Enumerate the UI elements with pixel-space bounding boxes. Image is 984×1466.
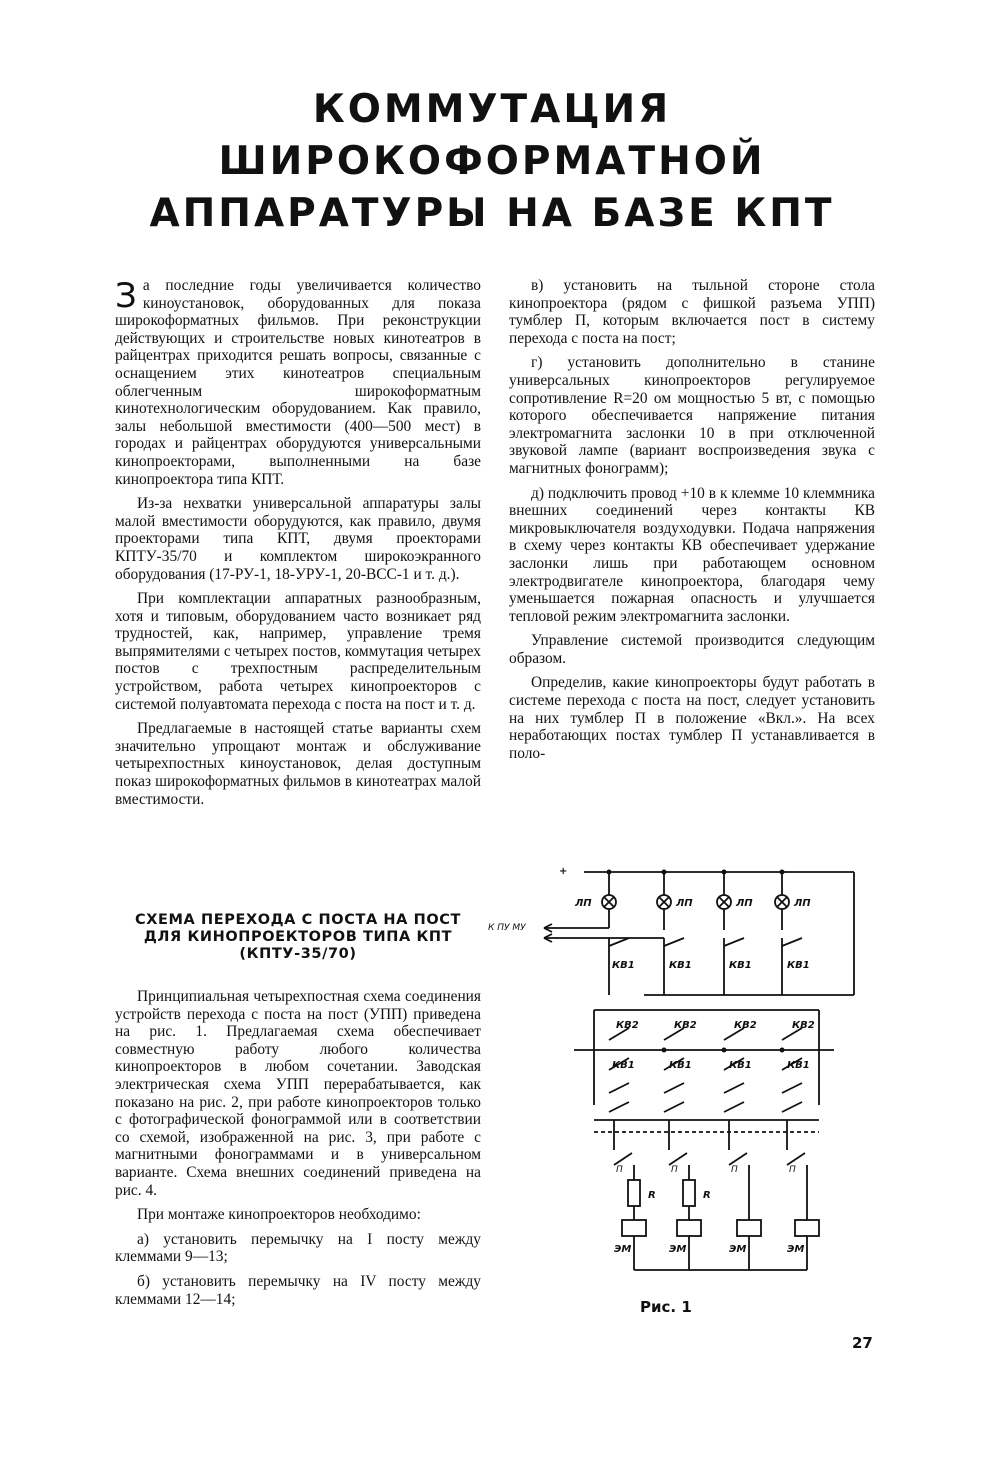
kv1-label-4: КВ1 xyxy=(787,960,810,971)
section-heading-line-2: ДЛЯ КИНОПРОЕКТОРОВ ТИПА КПТ xyxy=(143,929,453,945)
kpu-label: К ПУ МУ xyxy=(488,923,526,933)
list-item-g: г) установить дополнительно в станине универсальных кинопроекторов регулируемое сопротивление R=20 ом мощностью 5 вт, с помощью которого обеспечивается напряжение питания электромагнита заслонки 10 в при отключенной звуковой лампе (вариант воспроизведения звука с магнитных фонограмм); xyxy=(509,354,875,477)
kv1b-label-4: КВ1 xyxy=(787,1060,810,1071)
p-label-2: П xyxy=(671,1165,678,1175)
p-label-3: П xyxy=(731,1165,738,1175)
intro-paragraph-4: Предлагаемые в настоящей статье варианты схем значительно упрощают монтаж и обслуживание четырехпостных киноустановок, делая доступным показ широкоформатных фильмов в кинотеатрах малой вместимости. xyxy=(115,720,481,808)
section-paragraph-1: Принципиальная четырехпостная схема соединения устройств перехода с поста на пост (УПП) приведена на рис. 1. Предлагаемая схема обеспечивает совместную работу любого количества кинопроекторов в любом сочетании. Заводская электрическая схема УПП перерабатывается, как показано на рис. 2, при работе кинопроекторов только с фотографической фонограммой или в соответствии со схемой, изображенной на рис. 3, при работе с магнитными фонограммами и в универсальном варианте. Схема внешних соединений приведена на рис. 4. xyxy=(115,988,481,1199)
title-line-3: АППАРАТУРЫ НА БАЗЕ КПТ xyxy=(149,191,835,236)
definition-paragraph: Определив, какие кинопроекторы будут работать в системе перехода с поста на пост, следует установить на них тумблер П в положение «Вкл.». На всех неработающих постах тумблер П устанавливается в поло- xyxy=(509,674,875,762)
section-heading-line-1: СХЕМА ПЕРЕХОДА С ПОСТА НА ПОСТ xyxy=(134,912,462,928)
lp-label-3: ЛП xyxy=(736,898,753,909)
article-title xyxy=(0,84,984,240)
intro-paragraph-2: Из-за нехватки универсальной аппаратуры залы малой вместимости оборудуются, как правило, двумя проекторами типа КПТ, двумя проекторами КПТУ-35/70 и комплектом широкоэкранного оборудования (17-РУ-1, 18-УРУ-1, 20-ВСС-1 и т. д.). xyxy=(115,495,481,583)
kv1-label-2: КВ1 xyxy=(669,960,692,971)
kv1-label-1: КВ1 xyxy=(612,960,635,971)
drop-cap: З xyxy=(115,276,137,316)
plus-label: + xyxy=(559,866,568,877)
r-label-2: R xyxy=(703,1190,711,1201)
em-label-4: ЭМ xyxy=(787,1244,805,1255)
list-item-a: а) установить перемычку на I посту между клеммами 9—13; xyxy=(115,1230,481,1266)
left-column xyxy=(115,277,481,815)
section-heading xyxy=(115,912,481,963)
title-line-1: КОММУТАЦИЯ xyxy=(312,87,672,132)
left-column-section xyxy=(115,988,481,1315)
kv1b-label-1: КВ1 xyxy=(612,1060,635,1071)
kv2-label-2: КВ2 xyxy=(674,1020,697,1031)
lp-label-4: ЛП xyxy=(794,898,811,909)
title-line-2: ШИРОКОФОРМАТНОЙ xyxy=(218,139,766,184)
right-column xyxy=(509,277,875,769)
kv2-label-4: КВ2 xyxy=(792,1020,815,1031)
lp-label-2: ЛП xyxy=(676,898,693,909)
em-label-2: ЭМ xyxy=(669,1244,687,1255)
intro-paragraph-1: За последние годы увеличивается количество киноустановок, оборудованных для показа широкоформатных фильмов. При реконструкции действующих и строительстве новых кинотеатров в райцентрах приходится решать вопросы, связанные с оснащением этих кинотеатров специальным облегченным широкоформатным кинотехнологическим оборудованием. Как правило, залы небольшой вместимости (400—500 мест) в городах и райцентрах оборудуются универсальными кинопроекторами, выполненными на базе кинопроектора типа КПТ. xyxy=(115,276,481,488)
kv1b-label-2: КВ1 xyxy=(669,1060,692,1071)
intro-paragraph-3: При комплектации аппаратных разнообразным, хотя и типовым, оборудованием часто возникает ряд трудностей, как, например, управление тремя выпрямителями с четырех постов, коммутация четырех постов с трехпостным распределительным устройством, работа четырех кинопроекторов с системой полуавтомата перехода с поста на пост и т. д. xyxy=(115,590,481,713)
kv1-label-3: КВ1 xyxy=(729,960,752,971)
kv2-label-1: КВ2 xyxy=(616,1020,639,1031)
list-item-d: д) подключить провод +10 в к клемме 10 клеммника внешних соединений через контакты КВ микровыключателя воздуходувки. Подача напряжения в схему через контакты КВ обеспечивает удержание заслонки лишь при работающем основном электродвигателе кинопроектора, благодаря чему уменьшается пожарная опасность и улучшается тепловой режим электромагнита заслонки. xyxy=(509,484,875,625)
list-item-v: в) установить на тыльной стороне стола кинопроектора (рядом с фишкой разъема УПП) тумблер П, которым включается пост в систему перехода с поста на пост; xyxy=(509,277,875,347)
p-label-1: П xyxy=(616,1165,623,1175)
em-label-3: ЭМ xyxy=(729,1244,747,1255)
kv2-label-3: КВ2 xyxy=(734,1020,757,1031)
section-heading-line-3: (КПТУ-35/70) xyxy=(239,946,357,962)
circuit-diagram xyxy=(484,850,864,1280)
r-label-1: R xyxy=(648,1190,656,1201)
kv1b-label-3: КВ1 xyxy=(729,1060,752,1071)
figure-caption: Рис. 1 xyxy=(640,1298,692,1316)
circuit-figure xyxy=(484,850,864,1280)
control-paragraph: Управление системой производится следующим образом. xyxy=(509,632,875,667)
list-item-b: б) установить перемычку на IV посту между клеммами 12—14; xyxy=(115,1272,481,1308)
section-paragraph-2: При монтаже кинопроекторов необходимо: xyxy=(137,1206,421,1224)
lp-label-1: ЛП xyxy=(575,898,592,909)
em-label-1: ЭМ xyxy=(614,1244,632,1255)
page-number: 27 xyxy=(852,1334,873,1352)
p-label-4: П xyxy=(789,1165,796,1175)
